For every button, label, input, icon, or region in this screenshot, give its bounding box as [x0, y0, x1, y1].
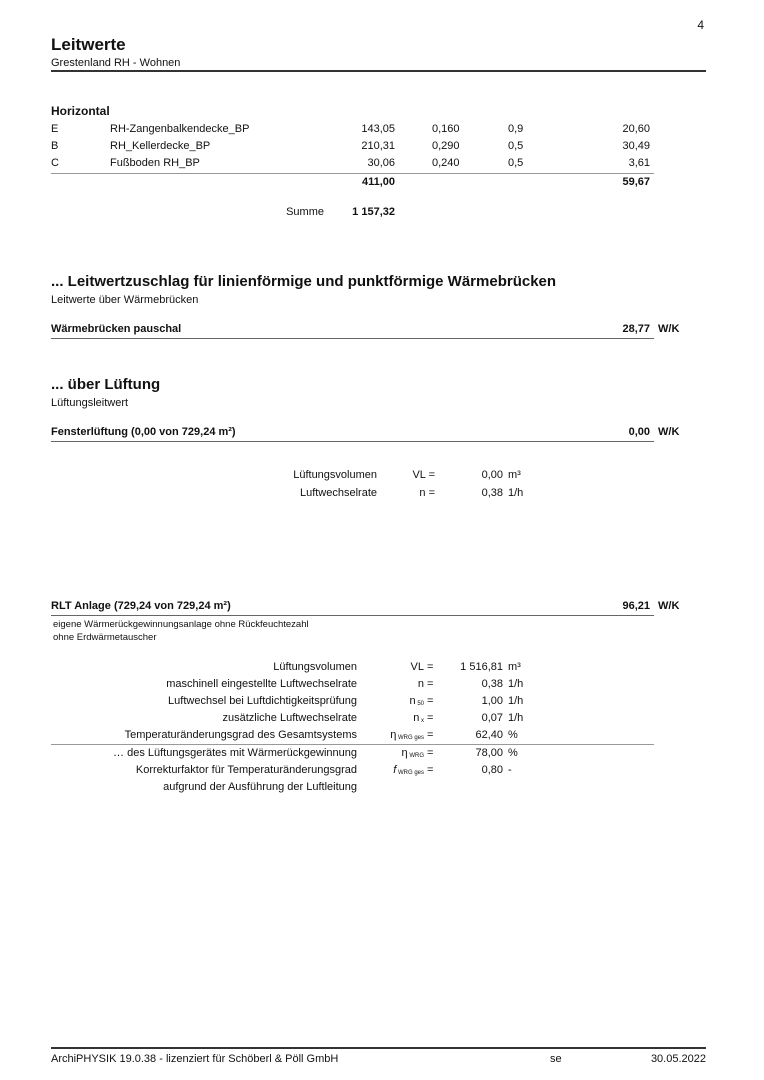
fensterlueftung-label: Fensterlüftung (0,00 von 729,24 m²) [51, 426, 236, 438]
lueftung-subheading: Lüftungsleitwert [51, 397, 129, 409]
param-symbol: n $_x$ [413, 712, 424, 724]
fensterlueftung-divider [51, 441, 654, 442]
equals-sign: = [427, 661, 434, 673]
table-row [0, 157, 764, 173]
param-row [0, 487, 764, 503]
param-label: Korrekturfaktor für Temperaturänderungsgrad [135, 764, 357, 776]
waermebruecken-unit: W/K [658, 323, 680, 335]
row-name: RH_Kellerdecke_BP [110, 140, 211, 152]
page-title: Leitwerte [51, 35, 126, 54]
param-row [0, 661, 764, 677]
param-value: 0,38 [481, 678, 503, 690]
param-label: Luftwechsel bei Luftdichtigkeitsprüfung [168, 695, 357, 707]
equals-sign: = [427, 729, 434, 741]
row-factor: 0,5 [508, 140, 524, 152]
equals-sign: = [427, 764, 434, 776]
summe-value: 1 157,32 [352, 206, 395, 218]
rlt-anlage-unit: W/K [658, 600, 680, 612]
rlt-anlage-value: 96,21 [622, 600, 650, 612]
param-value: 0,38 [481, 487, 503, 499]
param-label: zusätzliche Luftwechselrate [222, 712, 357, 724]
rlt-anlage-label: RLT Anlage (729,24 von 729,24 m²) [51, 600, 231, 612]
row-code: C [51, 157, 59, 169]
footer-divider [51, 1047, 706, 1049]
param-row [0, 695, 764, 711]
param-row [0, 712, 764, 728]
param-unit: - [508, 764, 512, 776]
param-unit: 1/h [508, 678, 524, 690]
equals-sign: = [427, 712, 434, 724]
param-symbol: f $_{WRG ges}$ [393, 764, 424, 776]
param-label: … des Lüftungsgerätes mit Wärmerückgewinnung [113, 747, 357, 759]
row-area: 30,06 [367, 157, 395, 169]
waermebruecken-divider [51, 338, 654, 339]
table-row [0, 123, 764, 139]
param-symbol: η $_{WRG ges}$ [390, 729, 424, 741]
param-unit: % [508, 747, 518, 759]
waermebruecken-value: 28,77 [622, 323, 650, 335]
param-value: 0,80 [481, 764, 503, 776]
summe-row [0, 206, 764, 222]
param-label: Luftwechselrate [299, 487, 377, 499]
param-symbol: VL [410, 661, 424, 673]
param-row [0, 764, 764, 780]
page-number: 4 [697, 18, 704, 32]
row-code: E [51, 123, 59, 135]
footer-user: se [550, 1053, 562, 1065]
param-value: 1 516,81 [460, 661, 503, 673]
row-u-value: 0,240 [432, 157, 460, 169]
row-name: Fußboden RH_BP [110, 157, 200, 169]
param-row [0, 729, 764, 745]
row-factor: 0,5 [508, 157, 524, 169]
param-unit: 1/h [508, 712, 524, 724]
rlt-anlage-row [0, 600, 764, 616]
param-value: 0,07 [481, 712, 503, 724]
footer-software: ArchiPHYSIK 19.0.38 - lizenziert für Schöberl & Pöll GmbH [51, 1053, 339, 1065]
param-label: Lüftungsvolumen [273, 661, 357, 673]
total-leitwert: 59,67 [622, 176, 650, 188]
param-unit: m³ [508, 661, 521, 673]
param-label: Lüftungsvolumen [293, 469, 377, 481]
param-symbol: n $_{50}$ [409, 695, 424, 707]
equals-sign: = [427, 695, 434, 707]
param-symbol: n [417, 678, 424, 690]
row-area: 143,05 [361, 123, 395, 135]
fensterlueftung-unit: W/K [658, 426, 680, 438]
row-leitwert: 30,49 [622, 140, 650, 152]
lueftung-heading: ... über Lüftung [51, 376, 161, 393]
rlt-params-divider [51, 744, 654, 745]
row-leitwert: 3,61 [628, 157, 650, 169]
row-factor: 0,9 [508, 123, 524, 135]
param-unit: 1/h [508, 695, 524, 707]
param-label: aufgrund der Ausführung der Luftleitung [163, 781, 357, 793]
header-divider [51, 70, 706, 72]
param-label: Temperaturänderungsgrad des Gesamtsystems [124, 729, 357, 741]
summe-label: Summe [286, 206, 324, 218]
rlt-note: eigene Wärmerückgewinnungsanlage ohne Rückfeuchtezahl [53, 619, 309, 630]
row-u-value: 0,290 [432, 140, 460, 152]
param-row [0, 747, 764, 763]
param-value: 78,00 [475, 747, 503, 759]
footer-date: 30.05.2022 [650, 1053, 706, 1065]
fensterlueftung-value: 0,00 [628, 426, 650, 438]
horizontal-heading: Horizontal [51, 104, 110, 118]
table-row [0, 140, 764, 156]
param-symbol: n = [419, 487, 435, 499]
equals-sign: = [427, 747, 434, 759]
waermebruecken-label: Wärmebrücken pauschal [51, 323, 182, 335]
waermebruecken-row [0, 323, 764, 339]
param-symbol: η $_{WRG}$ [401, 747, 424, 759]
row-area: 210,31 [361, 140, 395, 152]
param-unit: m³ [508, 469, 521, 481]
total-area: 411,00 [361, 176, 395, 188]
rlt-anlage-divider [51, 615, 654, 616]
table-total-divider [51, 173, 654, 174]
row-leitwert: 20,60 [622, 123, 650, 135]
param-value: 0,00 [481, 469, 503, 481]
param-symbol: VL = [412, 469, 435, 481]
param-value: 62,40 [475, 729, 503, 741]
fensterlueftung-row [0, 426, 764, 442]
waermebruecken-subheading: Leitwerte über Wärmebrücken [51, 294, 199, 306]
param-row [0, 469, 764, 485]
param-row [0, 678, 764, 694]
row-name: RH-Zangenbalkendecke_BP [110, 123, 250, 135]
param-value: 1,00 [481, 695, 503, 707]
page-subtitle: Grestenland RH - Wohnen [51, 57, 181, 69]
row-u-value: 0,160 [432, 123, 460, 135]
waermebruecken-heading: ... Leitwertzuschlag für linienförmige und punktförmige Wärmebrücken [51, 273, 557, 290]
equals-sign: = [427, 678, 434, 690]
param-unit: 1/h [508, 487, 524, 499]
param-unit: % [508, 729, 518, 741]
param-row [0, 781, 764, 797]
rlt-note: ohne Erdwärmetauscher [53, 632, 157, 643]
row-code: B [51, 140, 59, 152]
param-label: maschinell eingestellte Luftwechselrate [166, 678, 357, 690]
table-total-row [0, 176, 764, 192]
